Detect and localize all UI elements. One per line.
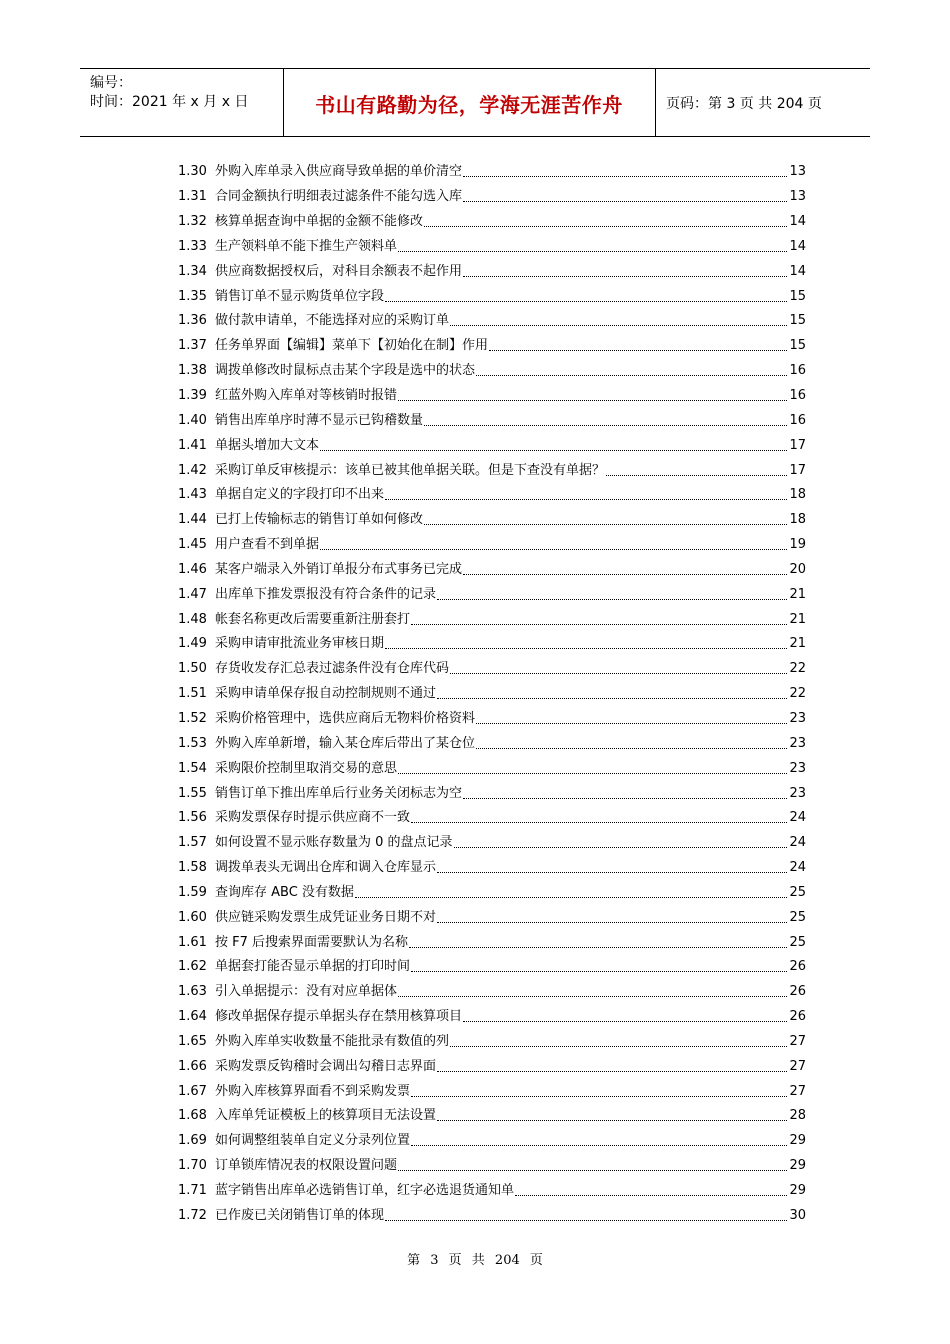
toc-entry-number: 1.40 xyxy=(178,412,207,428)
toc-entry-title: 采购订单反审核提示：该单已被其他单据关联。但是下查没有单据？ xyxy=(215,462,606,478)
toc-entry-number: 1.44 xyxy=(178,512,207,528)
toc-entry[interactable] xyxy=(178,955,806,980)
toc-entry-page: 23 xyxy=(789,785,806,801)
toc-entry-number: 1.55 xyxy=(178,785,207,801)
toc-entry[interactable] xyxy=(178,533,806,558)
toc-leader-dots xyxy=(437,588,787,600)
toc-leader-dots xyxy=(463,190,787,202)
toc-entry-page: 14 xyxy=(789,214,806,230)
toc-entry[interactable] xyxy=(178,880,806,905)
toc-leader-dots xyxy=(409,936,787,948)
header-page-code: 页码：第 3 页 共 204 页 xyxy=(666,96,822,112)
toc-entry-title: 采购价格管理中，选供应商后无物料价格资料 xyxy=(215,710,476,726)
toc-entry[interactable] xyxy=(178,1154,806,1179)
toc-leader-dots xyxy=(463,563,787,575)
toc-entry-page: 25 xyxy=(789,909,806,925)
toc-entry-title: 销售出库单序时薄不显示已钩稽数量 xyxy=(215,412,424,428)
toc-leader-dots xyxy=(476,737,787,749)
toc-leader-dots xyxy=(398,762,787,774)
toc-leader-dots xyxy=(450,1035,787,1047)
toc-entry-page: 21 xyxy=(789,611,806,627)
toc-entry-title: 出库单下推发票报没有符合条件的记录 xyxy=(215,586,437,602)
toc-entry-title: 如何调整组装单自定义分录列位置 xyxy=(215,1133,411,1149)
toc-entry-title: 单据自定义的字段打印不出来 xyxy=(215,487,385,503)
toc-entry-page: 15 xyxy=(789,313,806,329)
toc-entry[interactable] xyxy=(178,458,806,483)
toc-leader-dots xyxy=(463,265,787,277)
header-motto-cell xyxy=(283,69,656,136)
toc-leader-dots xyxy=(385,1209,787,1221)
toc-entry-title: 入库单凭证模板上的核算项目无法设置 xyxy=(215,1108,437,1124)
toc-entry-title: 做付款申请单，不能选择对应的采购订单 xyxy=(215,313,450,329)
toc-entry-page: 23 xyxy=(789,710,806,726)
toc-entry-page: 25 xyxy=(789,884,806,900)
toc-entry-page: 18 xyxy=(789,512,806,528)
toc-entry-number: 1.36 xyxy=(178,313,207,329)
toc-entry-number: 1.39 xyxy=(178,388,207,404)
toc-entry-page: 29 xyxy=(789,1183,806,1199)
toc-entry-number: 1.49 xyxy=(178,636,207,652)
toc-entry-number: 1.32 xyxy=(178,214,207,230)
toc-entry-title: 已打上传输标志的销售订单如何修改 xyxy=(215,512,424,528)
toc-entry-number: 1.35 xyxy=(178,288,207,304)
toc-entry-title: 红蓝外购入库单对等核销时报错 xyxy=(215,388,398,404)
toc-entry-page: 16 xyxy=(789,412,806,428)
toc-entry-number: 1.41 xyxy=(178,437,207,453)
toc-entry[interactable] xyxy=(178,259,806,284)
toc-entry-page: 13 xyxy=(789,189,806,205)
toc-entry-title: 外购入库单实收数量不能批录有数值的列 xyxy=(215,1033,450,1049)
toc-entry[interactable] xyxy=(178,433,806,458)
toc-entry[interactable] xyxy=(178,309,806,334)
toc-entry-title: 采购申请单保存报自动控制规则不通过 xyxy=(215,686,437,702)
toc-entry-number: 1.60 xyxy=(178,909,207,925)
toc-leader-dots xyxy=(450,314,787,326)
toc-entry-title: 某客户端录入外销订单报分布式事务已完成 xyxy=(215,561,463,577)
toc-entry-title: 单据套打能否显示单据的打印时间 xyxy=(215,959,411,975)
toc-entry-number: 1.69 xyxy=(178,1133,207,1149)
toc-entry[interactable] xyxy=(178,359,806,384)
toc-entry[interactable] xyxy=(178,657,806,682)
toc-entry-page: 24 xyxy=(789,835,806,851)
toc-entry-page: 15 xyxy=(789,288,806,304)
toc-entry[interactable] xyxy=(178,384,806,409)
toc-leader-dots xyxy=(489,339,787,351)
toc-entry-number: 1.34 xyxy=(178,263,207,279)
toc-entry-title: 核算单据查询中单据的金额不能修改 xyxy=(215,214,424,230)
toc-leader-dots xyxy=(411,613,787,625)
toc-entry[interactable] xyxy=(178,980,806,1005)
toc-entry-number: 1.30 xyxy=(178,164,207,180)
toc-entry-title: 合同金额执行明细表过滤条件不能勾选入库 xyxy=(215,189,463,205)
toc-entry-page: 15 xyxy=(789,338,806,354)
toc-leader-dots xyxy=(398,985,787,997)
toc-entry-title: 采购限价控制里取消交易的意思 xyxy=(215,760,398,776)
toc-entry[interactable] xyxy=(178,582,806,607)
toc-entry-page: 30 xyxy=(789,1207,806,1223)
toc-leader-dots xyxy=(454,836,787,848)
toc-entry-page: 25 xyxy=(789,934,806,950)
toc-entry[interactable] xyxy=(178,856,806,881)
toc-leader-dots xyxy=(463,787,787,799)
toc-entry-page: 22 xyxy=(789,661,806,677)
toc-entry[interactable] xyxy=(178,160,806,185)
toc-leader-dots xyxy=(515,1184,787,1196)
document-number-label: 编号： xyxy=(90,75,132,91)
toc-entry[interactable] xyxy=(178,334,806,359)
toc-entry-number: 1.42 xyxy=(178,462,207,478)
toc-entry-page: 23 xyxy=(789,735,806,751)
toc-leader-dots xyxy=(411,1085,787,1097)
toc-entry-number: 1.59 xyxy=(178,884,207,900)
toc-entry[interactable] xyxy=(178,756,806,781)
toc-entry-page: 18 xyxy=(789,487,806,503)
toc-leader-dots xyxy=(398,389,787,401)
toc-entry-title: 调拨单表头无调出仓库和调入仓库显示 xyxy=(215,860,437,876)
toc-leader-dots xyxy=(437,1109,787,1121)
toc-entry-page: 17 xyxy=(789,462,806,478)
toc-entry[interactable] xyxy=(178,1079,806,1104)
toc-entry-title: 外购入库核算界面看不到采购发票 xyxy=(215,1083,411,1099)
table-of-contents xyxy=(178,160,806,1228)
toc-leader-dots xyxy=(398,1159,787,1171)
toc-entry-page: 20 xyxy=(789,561,806,577)
toc-entry-page: 24 xyxy=(789,810,806,826)
toc-entry-title: 查询库存 ABC 没有数据 xyxy=(215,884,354,900)
toc-entry-number: 1.45 xyxy=(178,537,207,553)
toc-entry[interactable] xyxy=(178,1129,806,1154)
toc-entry-title: 供应商数据授权后，对科目余额表不起作用 xyxy=(215,263,463,279)
toc-entry-page: 29 xyxy=(789,1133,806,1149)
toc-entry[interactable] xyxy=(178,1104,806,1129)
toc-entry-page: 14 xyxy=(789,238,806,254)
toc-leader-dots xyxy=(476,364,787,376)
toc-entry-number: 1.57 xyxy=(178,835,207,851)
toc-entry-number: 1.62 xyxy=(178,959,207,975)
toc-entry-number: 1.46 xyxy=(178,561,207,577)
toc-entry-title: 存货收发存汇总表过滤条件没有仓库代码 xyxy=(215,661,450,677)
toc-entry-number: 1.51 xyxy=(178,686,207,702)
toc-entry[interactable] xyxy=(178,284,806,309)
toc-entry[interactable] xyxy=(178,707,806,732)
toc-entry-page: 13 xyxy=(789,164,806,180)
toc-entry-title: 如何设置不显示账存数量为 0 的盘点记录 xyxy=(215,835,453,851)
toc-entry[interactable] xyxy=(178,185,806,210)
toc-entry-page: 27 xyxy=(789,1083,806,1099)
toc-entry-page: 27 xyxy=(789,1033,806,1049)
toc-entry-number: 1.54 xyxy=(178,760,207,776)
toc-leader-dots xyxy=(385,488,787,500)
toc-entry-title: 外购入库单录入供应商导致单据的单价清空 xyxy=(215,164,463,180)
toc-entry[interactable] xyxy=(178,930,806,955)
toc-leader-dots xyxy=(463,165,787,177)
toc-entry[interactable] xyxy=(178,210,806,235)
toc-leader-dots xyxy=(437,687,787,699)
toc-entry-page: 14 xyxy=(789,263,806,279)
toc-entry-title: 任务单界面【编辑】菜单下【初始化在制】作用 xyxy=(215,338,489,354)
toc-entry[interactable] xyxy=(178,1203,806,1228)
toc-entry-number: 1.65 xyxy=(178,1033,207,1049)
toc-entry-page: 17 xyxy=(789,437,806,453)
toc-entry-title: 销售订单不显示购货单位字段 xyxy=(215,288,385,304)
header-motto: 书山有路勤为径，学海无涯苦作舟 xyxy=(315,93,623,117)
toc-entry-title: 已作废已关闭销售订单的体现 xyxy=(215,1207,385,1223)
toc-entry-number: 1.37 xyxy=(178,338,207,354)
toc-entry-title: 供应链采购发票生成凭证业务日期不对 xyxy=(215,909,437,925)
toc-entry-title: 采购发票保存时提示供应商不一致 xyxy=(215,810,411,826)
toc-entry-title: 单据头增加大文本 xyxy=(215,437,320,453)
toc-entry-number: 1.31 xyxy=(178,189,207,205)
toc-leader-dots xyxy=(476,712,787,724)
toc-entry-page: 23 xyxy=(789,760,806,776)
toc-entry[interactable] xyxy=(178,483,806,508)
toc-leader-dots xyxy=(320,538,787,550)
toc-entry-number: 1.48 xyxy=(178,611,207,627)
toc-entry-page: 28 xyxy=(789,1108,806,1124)
toc-entry-number: 1.70 xyxy=(178,1158,207,1174)
toc-entry-page: 21 xyxy=(789,636,806,652)
toc-entry-number: 1.64 xyxy=(178,1009,207,1025)
toc-entry-number: 1.56 xyxy=(178,810,207,826)
toc-entry-number: 1.61 xyxy=(178,934,207,950)
toc-entry[interactable] xyxy=(178,607,806,632)
toc-leader-dots xyxy=(398,240,787,252)
document-date: 时间：2021 年 x 月 x 日 xyxy=(90,94,249,110)
toc-leader-dots xyxy=(463,1010,787,1022)
toc-entry[interactable] xyxy=(178,508,806,533)
toc-entry-title: 外购入库单新增，输入某仓库后带出了某仓位 xyxy=(215,735,476,751)
toc-entry-title: 采购发票反钩稽时会调出勾稽日志界面 xyxy=(215,1058,437,1074)
toc-entry-title: 蓝字销售出库单必选销售订单，红字必选退货通知单 xyxy=(215,1183,515,1199)
toc-entry-title: 销售订单下推出库单后行业务关闭标志为空 xyxy=(215,785,463,801)
toc-entry[interactable] xyxy=(178,632,806,657)
toc-entry-page: 27 xyxy=(789,1058,806,1074)
toc-entry-number: 1.53 xyxy=(178,735,207,751)
toc-entry-page: 24 xyxy=(789,860,806,876)
toc-entry[interactable] xyxy=(178,408,806,433)
toc-entry-title: 采购申请审批流业务审核日期 xyxy=(215,636,385,652)
toc-leader-dots xyxy=(385,290,787,302)
toc-entry[interactable] xyxy=(178,235,806,260)
toc-entry-number: 1.67 xyxy=(178,1083,207,1099)
toc-entry-page: 21 xyxy=(789,586,806,602)
toc-leader-dots xyxy=(411,1134,787,1146)
toc-entry[interactable] xyxy=(178,558,806,583)
toc-leader-dots xyxy=(411,811,787,823)
toc-entry-page: 16 xyxy=(789,388,806,404)
toc-leader-dots xyxy=(437,1060,787,1072)
toc-entry[interactable] xyxy=(178,731,806,756)
toc-leader-dots xyxy=(437,911,787,923)
toc-entry-page: 22 xyxy=(789,686,806,702)
toc-entry[interactable] xyxy=(178,1030,806,1055)
toc-entry-number: 1.47 xyxy=(178,586,207,602)
toc-leader-dots xyxy=(320,439,787,451)
toc-entry-page: 26 xyxy=(789,1009,806,1025)
toc-entry-page: 16 xyxy=(789,363,806,379)
toc-entry[interactable] xyxy=(178,682,806,707)
toc-leader-dots xyxy=(424,215,787,227)
toc-entry[interactable] xyxy=(178,905,806,930)
toc-entry-number: 1.72 xyxy=(178,1207,207,1223)
toc-entry[interactable] xyxy=(178,781,806,806)
header-page-cell xyxy=(656,69,870,136)
toc-entry-title: 订单锁库情况表的权限设置问题 xyxy=(215,1158,398,1174)
toc-entry-number: 1.63 xyxy=(178,984,207,1000)
toc-entry-title: 生产领料单不能下推生产领料单 xyxy=(215,238,398,254)
toc-leader-dots xyxy=(355,886,787,898)
toc-entry-page: 26 xyxy=(789,984,806,1000)
toc-entry-title: 按 F7 后搜索界面需要默认为名称 xyxy=(215,934,409,950)
toc-entry-title: 调拨单修改时鼠标点击某个字段是选中的状态 xyxy=(215,363,476,379)
toc-leader-dots xyxy=(606,464,787,476)
toc-entry-number: 1.58 xyxy=(178,860,207,876)
toc-entry-page: 26 xyxy=(789,959,806,975)
toc-entry-number: 1.50 xyxy=(178,661,207,677)
toc-entry-number: 1.68 xyxy=(178,1108,207,1124)
toc-entry[interactable] xyxy=(178,806,806,831)
toc-entry-title: 修改单据保存提示单据头存在禁用核算项目 xyxy=(215,1009,463,1025)
toc-leader-dots xyxy=(450,662,787,674)
toc-entry-number: 1.66 xyxy=(178,1058,207,1074)
toc-leader-dots xyxy=(424,513,787,525)
toc-entry-number: 1.43 xyxy=(178,487,207,503)
toc-entry-title: 帐套名称更改后需要重新注册套打 xyxy=(215,611,411,627)
toc-leader-dots xyxy=(411,960,787,972)
toc-entry-title: 引入单据提示：没有对应单据体 xyxy=(215,984,398,1000)
header-info-cell xyxy=(80,69,284,136)
page-footer: 第 3 页 共 204 页 xyxy=(407,1253,543,1268)
toc-leader-dots xyxy=(437,861,787,873)
toc-entry-title: 用户查看不到单据 xyxy=(215,537,320,553)
toc-entry[interactable] xyxy=(178,831,806,856)
toc-leader-dots xyxy=(385,637,787,649)
toc-entry-number: 1.52 xyxy=(178,710,207,726)
toc-entry-number: 1.38 xyxy=(178,363,207,379)
toc-leader-dots xyxy=(424,414,787,426)
toc-entry[interactable] xyxy=(178,1005,806,1030)
toc-entry[interactable] xyxy=(178,1179,806,1204)
toc-entry-number: 1.33 xyxy=(178,238,207,254)
toc-entry-page: 19 xyxy=(789,537,806,553)
toc-entry[interactable] xyxy=(178,1054,806,1079)
toc-entry-page: 29 xyxy=(789,1158,806,1174)
page-header xyxy=(80,68,870,137)
toc-entry-number: 1.71 xyxy=(178,1183,207,1199)
